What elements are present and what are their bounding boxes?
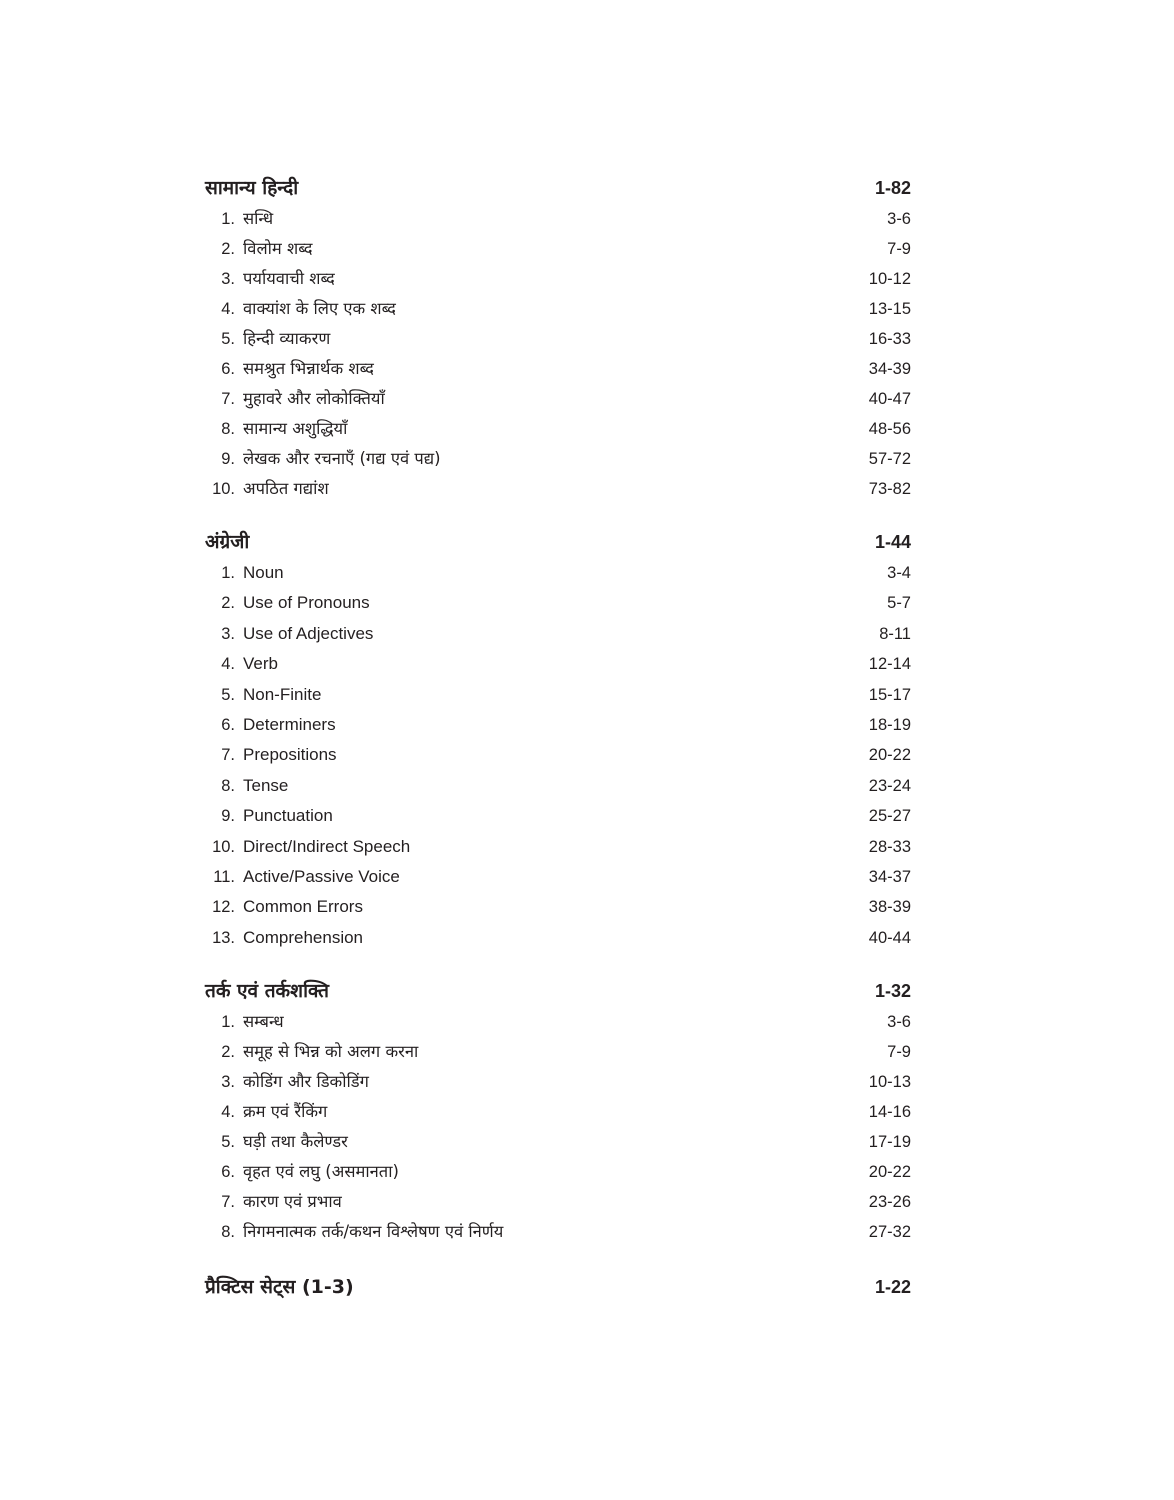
chapter-title: Prepositions bbox=[243, 745, 337, 765]
chapter-title: Comprehension bbox=[243, 927, 364, 947]
chapter-pages: 13-15 bbox=[868, 300, 911, 318]
chapter-list bbox=[205, 558, 911, 953]
chapter-number: 12. bbox=[212, 898, 235, 917]
chapter-title: विलोम शब्द bbox=[243, 239, 313, 258]
chapter-pages: 16-33 bbox=[868, 330, 911, 348]
chapter-item[interactable] bbox=[205, 1097, 911, 1127]
chapter-pages: 23-26 bbox=[868, 1193, 911, 1212]
chapter-list bbox=[205, 1007, 911, 1247]
chapter-pages: 15-17 bbox=[868, 685, 911, 704]
chapter-title: Non-Finite bbox=[243, 684, 322, 704]
chapter-item[interactable] bbox=[205, 294, 911, 324]
chapter-title: वृहत एवं लघु (असमानता) bbox=[243, 1162, 399, 1182]
chapter-item[interactable] bbox=[205, 1037, 911, 1067]
chapter-pages: 7-9 bbox=[887, 1043, 911, 1062]
chapter-item[interactable] bbox=[205, 740, 911, 770]
chapter-pages: 28-33 bbox=[868, 837, 911, 856]
chapter-pages: 25-27 bbox=[868, 807, 911, 826]
chapter-item[interactable] bbox=[205, 680, 911, 710]
chapter-number: 4. bbox=[221, 655, 235, 674]
chapter-pages: 8-11 bbox=[879, 624, 911, 643]
chapter-list bbox=[205, 204, 911, 504]
chapter-number: 3. bbox=[221, 624, 235, 643]
chapter-pages: 10-12 bbox=[868, 270, 911, 288]
chapter-number: 4. bbox=[221, 300, 235, 318]
section-header bbox=[205, 526, 911, 558]
chapter-title: Determiners bbox=[243, 714, 336, 734]
chapter-title: पर्यायवाची शब्द bbox=[243, 269, 335, 288]
chapter-item[interactable] bbox=[205, 862, 911, 892]
chapter-number: 5. bbox=[221, 330, 235, 348]
chapter-number: 5. bbox=[221, 1133, 235, 1152]
chapter-item[interactable] bbox=[205, 444, 911, 474]
chapter-pages: 10-13 bbox=[868, 1073, 911, 1092]
chapter-pages: 73-82 bbox=[868, 480, 911, 498]
chapter-title: Use of Pronouns bbox=[243, 593, 370, 613]
section-page-range: 1-82 bbox=[874, 178, 911, 198]
chapter-number: 5. bbox=[221, 685, 235, 704]
section-title: सामान्य हिन्दी bbox=[205, 177, 299, 199]
chapter-title: हिन्दी व्याकरण bbox=[243, 329, 331, 348]
chapter-title: Punctuation bbox=[243, 806, 333, 826]
chapter-pages: 3-6 bbox=[887, 210, 911, 228]
chapter-item[interactable] bbox=[205, 1187, 911, 1217]
chapter-pages: 5-7 bbox=[887, 594, 911, 613]
chapter-title: समूह से भिन्न को अलग करना bbox=[243, 1042, 419, 1062]
section-title: तर्क एवं तर्कशक्ति bbox=[205, 980, 329, 1003]
section-reasoning bbox=[205, 975, 911, 1247]
chapter-number: 6. bbox=[221, 1163, 235, 1182]
chapter-pages: 40-47 bbox=[868, 390, 911, 408]
chapter-number: 7. bbox=[221, 1193, 235, 1212]
chapter-number: 2. bbox=[221, 1043, 235, 1062]
chapter-item[interactable] bbox=[205, 234, 911, 264]
chapter-pages: 38-39 bbox=[868, 898, 911, 917]
chapter-title: सम्बन्ध bbox=[243, 1012, 284, 1032]
chapter-pages: 20-22 bbox=[868, 746, 911, 765]
chapter-item[interactable] bbox=[205, 1067, 911, 1097]
chapter-title: Use of Adjectives bbox=[243, 623, 374, 643]
chapter-number: 8. bbox=[221, 776, 235, 795]
chapter-item[interactable] bbox=[205, 1007, 911, 1037]
section-practice-sets bbox=[205, 1271, 911, 1303]
chapter-item[interactable] bbox=[205, 710, 911, 740]
chapter-title: क्रम एवं रैंकिंग bbox=[243, 1102, 328, 1122]
chapter-item[interactable] bbox=[205, 801, 911, 831]
chapter-number: 9. bbox=[221, 450, 235, 468]
chapter-number: 3. bbox=[221, 1073, 235, 1092]
chapter-title: Tense bbox=[243, 775, 289, 795]
chapter-title: लेखक और रचनाएँ (गद्य एवं पद्य) bbox=[243, 449, 441, 468]
chapter-item[interactable] bbox=[205, 1127, 911, 1157]
chapter-title: निगमनात्मक तर्क/कथन विश्लेषण एवं निर्णय bbox=[243, 1222, 504, 1242]
chapter-title: अपठित गद्यांश bbox=[243, 479, 329, 498]
chapter-pages: 20-22 bbox=[868, 1163, 911, 1182]
chapter-pages: 27-32 bbox=[868, 1223, 911, 1242]
chapter-number: 1. bbox=[221, 210, 235, 228]
chapter-item[interactable] bbox=[205, 1157, 911, 1187]
chapter-number: 9. bbox=[221, 807, 235, 826]
chapter-number: 7. bbox=[221, 746, 235, 765]
chapter-pages: 3-6 bbox=[887, 1013, 911, 1032]
chapter-number: 10. bbox=[212, 480, 235, 498]
chapter-pages: 57-72 bbox=[868, 450, 911, 468]
chapter-item[interactable] bbox=[205, 354, 911, 384]
chapter-number: 8. bbox=[221, 420, 235, 438]
chapter-title: मुहावरे और लोकोक्तियाँ bbox=[243, 389, 385, 408]
chapter-number: 11. bbox=[213, 867, 235, 886]
chapter-title: समश्रुत भिन्नार्थक शब्द bbox=[243, 359, 374, 378]
chapter-item[interactable] bbox=[205, 771, 911, 801]
section-page-range: 1-32 bbox=[874, 981, 911, 1002]
chapter-item[interactable] bbox=[205, 588, 911, 618]
chapter-item[interactable] bbox=[205, 892, 911, 922]
chapter-title: घड़ी तथा कैलेण्डर bbox=[243, 1132, 348, 1152]
chapter-title: Direct/Indirect Speech bbox=[243, 836, 411, 856]
section-hindi bbox=[205, 172, 911, 504]
section-header[interactable] bbox=[205, 1271, 911, 1303]
chapter-item[interactable] bbox=[205, 204, 911, 234]
chapter-pages: 40-44 bbox=[868, 928, 911, 947]
chapter-number: 6. bbox=[221, 360, 235, 378]
chapter-item[interactable] bbox=[205, 832, 911, 862]
chapter-item[interactable] bbox=[205, 558, 911, 588]
chapter-number: 8. bbox=[221, 1223, 235, 1242]
section-english bbox=[205, 526, 911, 953]
chapter-pages: 14-16 bbox=[868, 1103, 911, 1122]
chapter-pages: 7-9 bbox=[887, 240, 911, 258]
chapter-number: 1. bbox=[221, 1013, 235, 1032]
chapter-item[interactable] bbox=[205, 384, 911, 414]
chapter-pages: 34-39 bbox=[868, 360, 911, 378]
chapter-title: कोडिंग और डिकोडिंग bbox=[243, 1072, 369, 1092]
section-header bbox=[205, 975, 911, 1007]
chapter-item[interactable] bbox=[205, 649, 911, 679]
chapter-title: सन्धि bbox=[243, 209, 274, 228]
section-title: अंग्रेजी bbox=[205, 531, 250, 553]
chapter-number: 2. bbox=[221, 240, 235, 258]
chapter-item[interactable] bbox=[205, 923, 911, 953]
chapter-title: सामान्य अशुद्धियाँ bbox=[243, 419, 348, 438]
table-of-contents bbox=[205, 172, 911, 1303]
chapter-item[interactable] bbox=[205, 414, 911, 444]
chapter-title: Verb bbox=[243, 654, 278, 674]
chapter-item[interactable] bbox=[205, 474, 911, 504]
section-title: प्रैक्टिस सेट्स (1-3) bbox=[205, 1276, 354, 1299]
chapter-pages: 34-37 bbox=[868, 867, 911, 886]
chapter-number: 2. bbox=[221, 594, 235, 613]
chapter-item[interactable] bbox=[205, 1217, 911, 1247]
chapter-pages: 12-14 bbox=[868, 655, 911, 674]
chapter-title: कारण एवं प्रभाव bbox=[243, 1192, 342, 1212]
chapter-pages: 18-19 bbox=[868, 715, 911, 734]
chapter-title: Active/Passive Voice bbox=[243, 866, 400, 886]
section-page-range: 1-22 bbox=[874, 1277, 911, 1298]
chapter-pages: 3-4 bbox=[887, 564, 911, 582]
chapter-number: 4. bbox=[221, 1103, 235, 1122]
chapter-title: वाक्यांश के लिए एक शब्द bbox=[243, 299, 396, 318]
chapter-number: 6. bbox=[221, 715, 235, 734]
chapter-pages: 17-19 bbox=[868, 1133, 911, 1152]
chapter-pages: 48-56 bbox=[868, 420, 911, 438]
section-header bbox=[205, 172, 911, 204]
chapter-item[interactable] bbox=[205, 619, 911, 649]
chapter-item[interactable] bbox=[205, 264, 911, 294]
chapter-title: Noun bbox=[243, 563, 284, 582]
chapter-number: 10. bbox=[212, 837, 235, 856]
chapter-number: 13. bbox=[212, 928, 235, 947]
chapter-item[interactable] bbox=[205, 324, 911, 354]
chapter-number: 7. bbox=[221, 390, 235, 408]
chapter-number: 3. bbox=[221, 270, 235, 288]
section-page-range: 1-44 bbox=[874, 532, 911, 552]
chapter-number: 1. bbox=[221, 564, 235, 582]
chapter-pages: 23-24 bbox=[868, 776, 911, 795]
chapter-title: Common Errors bbox=[243, 897, 363, 917]
